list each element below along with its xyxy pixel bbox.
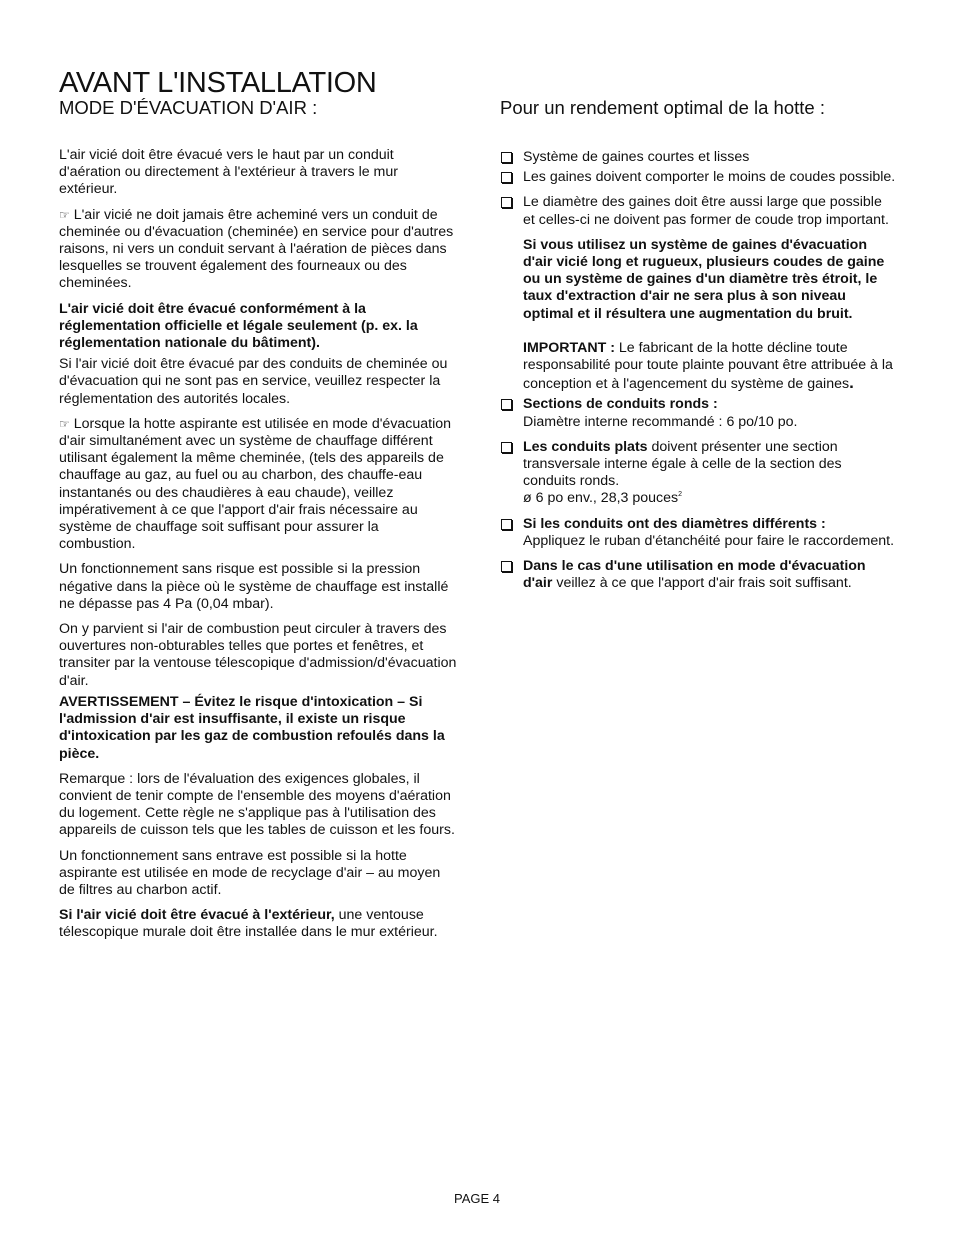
paragraph-evacuation-direction: L'air vicié doit être évacué vers le haut par un conduit d'aération ou directement à l'extérieur à travers le mur extérieur. xyxy=(59,147,398,198)
paragraph-remark: Remarque : lors de l'évaluation des exigences globales, il convient de tenir compte de l'ensemble des moyens d'aération du logement. Cette règle ne s'applique pas à l'utilisation des appareils de cuisson tels que les tables de cuisson et les fours. xyxy=(59,770,455,839)
pointing-hand-icon: ☞ xyxy=(59,416,70,431)
paragraph-intoxication-warning: AVERTISSEMENT – Évitez le risque d'intoxication – Si l'admission d'air est insuffisante, il existe un risque d'intoxication par les gaz de combustion refoulés dans la pièce. xyxy=(59,693,445,762)
checkbox-icon xyxy=(501,152,512,163)
duct-sections-list xyxy=(500,396,896,592)
paragraph-negative-pressure: Un fonctionnement sans risque est possible si la pression négative dans la pièce où le système de chauffage est installé ne dépasse pas 4 Pa (0,04 mbar). xyxy=(59,561,449,612)
paragraph-important-notice: IMPORTANT : Le fabricant de la hotte décline toute responsabilité pour toute plainte pouvant être attribuée à la conception et à l'agencement du système de gaines. xyxy=(523,339,893,393)
list-item: Système de gaines courtes et lisses xyxy=(500,149,896,166)
list-item: Dans le cas d'une utilisation en mode d'évacuation d'air veillez à ce que l'apport d'air frais soit suffisant. xyxy=(500,558,896,592)
list-item: Sections de conduits ronds : Diamètre interne recommandé : 6 po/10 po. xyxy=(500,396,896,430)
paragraph-duct-warning: Si vous utilisez un système de gaines d'évacuation d'air vicié long et rugueux, plusieurs coudes de gaine ou un système de gaines d'un diamètre très étroit, le taux d'extraction d'air ne sera plus à son niveau optimal et il résultera une augmentation du bruit. xyxy=(523,236,885,322)
paragraph-chimney-warning: ☞ L'air vicié ne doit jamais être acheminé vers un conduit de cheminée ou d'évacuation (cheminée) en service pour d'autres raisons, ni vers un conduit servant à l'aération de pièces dans lesquelles se trouvent également des fourneaux ou des cheminées. xyxy=(59,206,454,292)
checkbox-icon xyxy=(501,561,512,572)
paragraph-local-authorities: Si l'air vicié doit être évacué par des conduits de cheminée ou d'évacuation qui ne sont pas en service, veuillez respecter la réglementation des autorités locales. xyxy=(59,356,448,407)
checkbox-icon xyxy=(501,519,512,530)
list-item: Les conduits plats doivent présenter une section transversale interne égale à celle de la section des conduits ronds. ø 6 po env., 28,3 pouces$^2$ xyxy=(500,439,896,508)
checkbox-icon xyxy=(501,172,512,183)
page-number: PAGE 4 xyxy=(453,1191,500,1206)
pointing-hand-icon: ☞ xyxy=(59,207,70,222)
checkbox-icon xyxy=(501,197,512,208)
list-item: Si les conduits ont des diamètres différents : Appliquez le ruban d'étanchéité pour faire le raccordement. xyxy=(500,516,896,550)
paragraph-recirculation: Un fonctionnement sans entrave est possible si la hotte aspirante est utilisée en mode de recyclage d'air – au moyen de filtres au charbon actif. xyxy=(59,847,441,898)
section-heading-performance: Pour un rendement optimal de la hotte : xyxy=(500,97,825,118)
list-item: Le diamètre des gaines doit être aussi large que possible et celles-ci ne doivent pas former de coude trop important. xyxy=(500,194,896,228)
paragraph-combustion-air: On y parvient si l'air de combustion peut circuler à travers des ouvertures non-obturables telles que portes et fenêtres, et transiter par la ventouse télescopique d'admission/d'évacuation d'air. xyxy=(59,621,457,689)
section-heading-evacuation: MODE D'ÉVACUATION D'AIR : xyxy=(59,97,318,118)
checkbox-icon xyxy=(501,399,512,410)
optimal-performance-section xyxy=(500,96,896,600)
paragraph-wall-vent: Si l'air vicié doit être évacué à l'extérieur, une ventouse télescopique murale doit être installée dans le mur extérieur. xyxy=(59,907,438,941)
checkbox-icon xyxy=(501,442,512,453)
page-title: AVANT L'INSTALLATION xyxy=(59,67,377,100)
requirements-list xyxy=(500,149,896,229)
air-evacuation-section xyxy=(59,96,459,950)
paragraph-heating-system: ☞ Lorsque la hotte aspirante est utilisée en mode d'évacuation d'air simultanément avec un système de chauffage différent utilisant également la même cheminée, (tels des appareils de chauffage au gaz, au fuel ou au charbon, des chauffe-eau instantanés ou des chaudières à eau chaude), veillez impérativement à ce que l'apport d'air frais nécessaire au système de chauffage soit suffisant pour assurer la combustion. xyxy=(59,415,452,553)
list-item: Les gaines doivent comporter le moins de coudes possible. xyxy=(500,169,896,186)
paragraph-regulations-bold: L'air vicié doit être évacué conformément à la réglementation officielle et légale seulement (p. ex. la réglementation nationale du bâtiment). xyxy=(59,300,418,352)
